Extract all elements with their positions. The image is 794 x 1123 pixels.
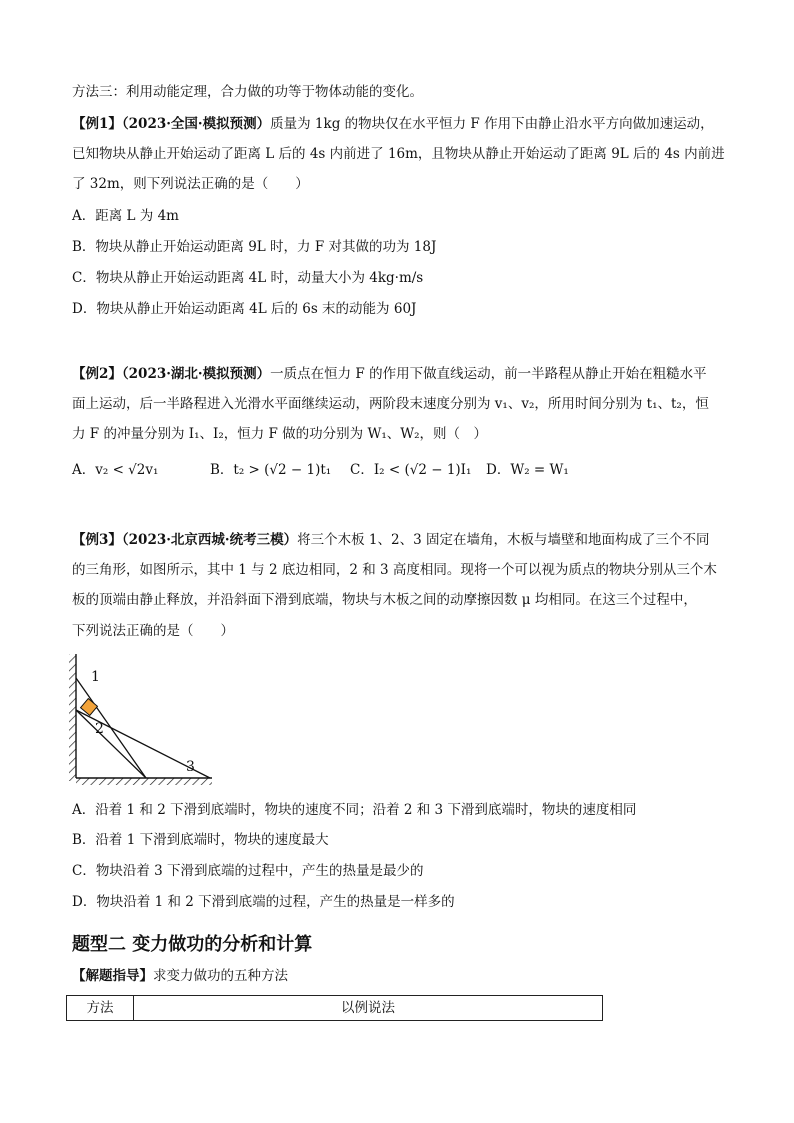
example3-option-c: C．物块沿着 3 下滑到底端的过程中，产生的热量是最少的 <box>72 863 424 879</box>
example2-option-c: C．I₂ < (√2 − 1)I₁ <box>350 462 472 478</box>
example2-label: 【例2】 <box>72 366 122 382</box>
example3-stem-line1 <box>72 530 722 550</box>
board-2 <box>76 710 146 778</box>
example2-text: 一质点在恒力 F 的作用下做直线运动，前一半路程从静止开始在粗糙水平 <box>270 366 707 382</box>
guide-label: 【解题指导】 <box>72 968 153 984</box>
example1-label: 【例1】 <box>72 116 122 132</box>
solving-guide <box>72 966 288 986</box>
guide-text: 求变力做功的五种方法 <box>153 968 288 984</box>
board-3-label: 3 <box>186 759 195 775</box>
example2-source: （2023·湖北·模拟预测） <box>121 366 271 382</box>
table-header-example: 以例说法 <box>134 996 603 1021</box>
example2-option-b: B．t₂ > (√2 − 1)t₁ <box>210 462 332 478</box>
method-three-text: 方法三：利用动能定理，合力做的功等于物体动能的变化。 <box>72 84 423 100</box>
example1-source: （2023·全国·模拟预测） <box>121 116 271 132</box>
board-2-label: 2 <box>95 721 104 737</box>
example2-option-d: D．W₂ = W₁ <box>486 462 569 478</box>
table-header-method: 方法 <box>67 996 134 1021</box>
example1-stem-line2: 已知物块从静止开始运动了距离 L 后的 4s 内前进了 16m，且物块从静止开始运动了距离 9L 后的 4s 内前进 <box>72 146 725 162</box>
example2-stem-line1 <box>72 364 722 384</box>
example3-stem-line3: 板的顶端由静止释放，并沿斜面下滑到底端，物块与木板之间的动摩擦因数 μ 均相同。在这三个过程中， <box>72 592 697 608</box>
floor-hatching <box>76 778 212 785</box>
example2-stem-line2: 面上运动，后一半路程进入光滑水平面继续运动，两阶段末速度分别为 v₁、v₂，所用时间分别为 t₁、t₂，恒 <box>72 396 709 412</box>
wall-hatching <box>69 654 76 781</box>
example2-options <box>72 460 722 484</box>
example3-option-d: D．物块沿着 1 和 2 下滑到底端的过程，产生的热量是一样多的 <box>72 894 455 910</box>
example3-source: （2023·北京西城·统考三模） <box>121 532 298 548</box>
example3-text: 将三个木板 1、2、3 固定在墙角，木板与墙壁和地面构成了三个不同 <box>297 532 710 548</box>
example3-stem-line2: 的三角形，如图所示，其中 1 与 2 底边相同，2 和 3 高度相同。现将一个可以视为质点的物块分别从三个木 <box>72 562 717 578</box>
example3-label: 【例3】 <box>72 532 122 548</box>
example2-option-a: A．v₂ < √2v₁ <box>72 462 159 478</box>
example3-option-a: A．沿着 1 和 2 下滑到底端时，物块的速度不同；沿着 2 和 3 下滑到底端时，物块的速度相同 <box>72 802 637 818</box>
example1-stem-line1 <box>72 114 722 134</box>
board-1-label: 1 <box>91 669 100 685</box>
table-row <box>67 996 603 1021</box>
methods-table <box>66 995 603 1021</box>
example1-stem-line3: 了 32m，则下列说法正确的是（ ） <box>72 176 309 192</box>
incline-boards-figure <box>64 650 224 786</box>
example2-stem-line3: 力 F 的冲量分别为 I₁、I₂，恒力 F 做的功分别为 W₁、W₂，则（ ） <box>72 426 488 442</box>
section-title: 题型二 变力做功的分析和计算 <box>72 934 313 955</box>
example1-text: 质量为 1kg 的物块仅在水平恒力 F 作用下由静止沿水平方向做加速运动， <box>270 116 714 132</box>
example1-option-d: D．物块从静止开始运动距离 4L 后的 6s 末的动能为 60J <box>72 301 417 317</box>
example1-option-b: B．物块从静止开始运动距离 9L 时，力 F 对其做的功为 18J <box>72 239 437 255</box>
example1-option-c: C．物块从静止开始运动距离 4L 时，动量大小为 4kg·m/s <box>72 270 424 286</box>
example3-option-b: B．沿着 1 下滑到底端时，物块的速度最大 <box>72 832 329 848</box>
example1-option-a: A．距离 L 为 4m <box>72 208 179 224</box>
example3-stem-line4: 下列说法正确的是（ ） <box>72 623 234 639</box>
